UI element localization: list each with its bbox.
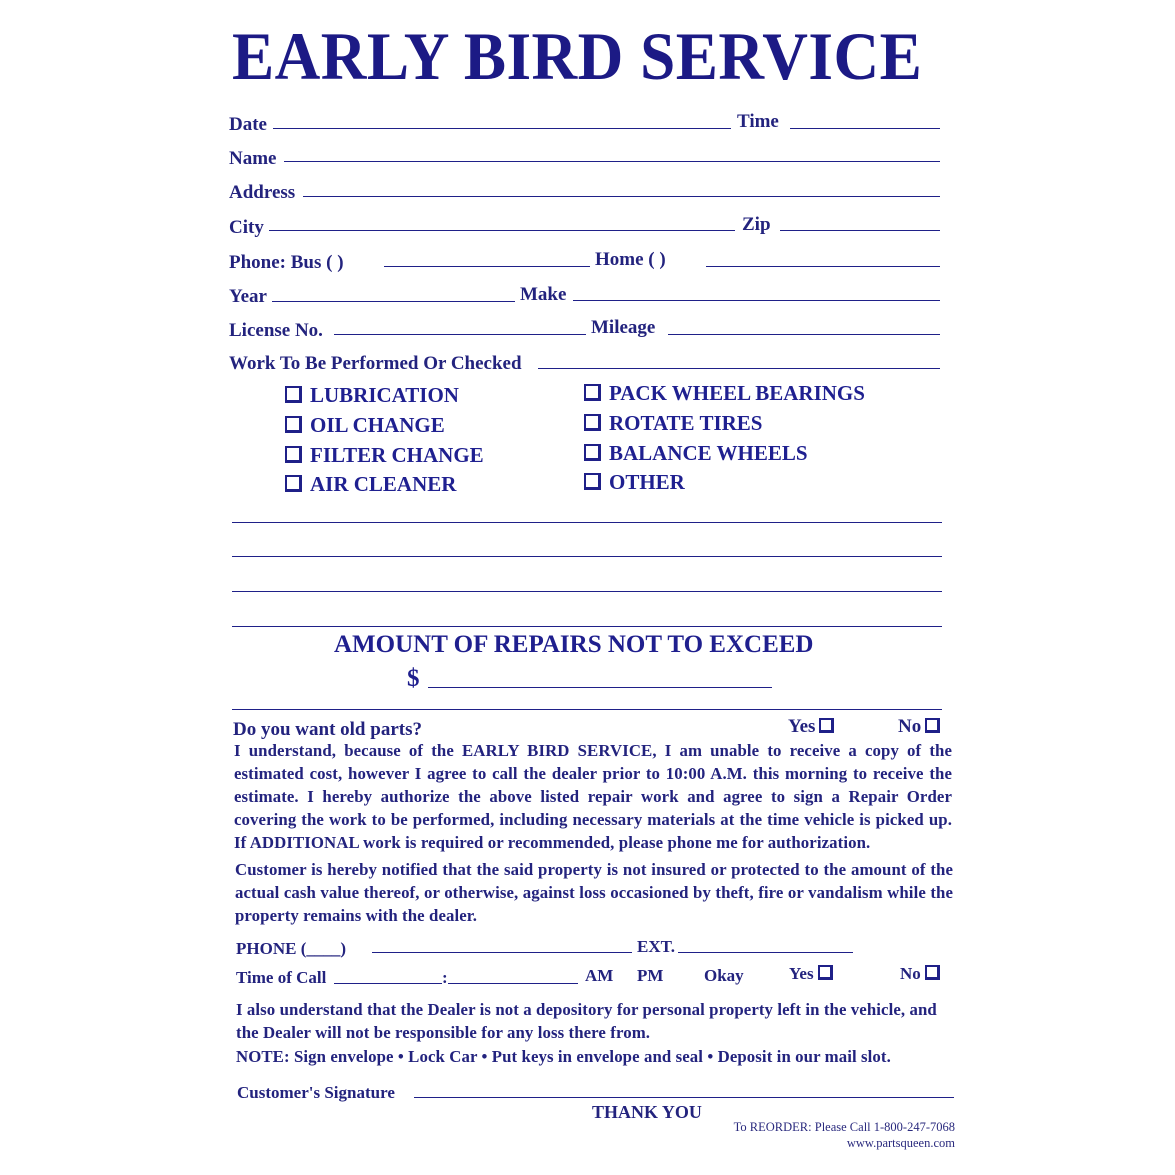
am-option[interactable]: AM [585,966,614,985]
checkbox-filter-change[interactable] [285,443,484,467]
notes-line-2[interactable] [232,556,942,557]
no-label: No [898,716,922,737]
reorder-text: To REORDER: Please Call 1-800-247-7068 [733,1120,955,1134]
okay-yes[interactable] [789,963,833,985]
mileage-field[interactable] [668,334,940,335]
checkbox-label: FILTER CHANGE [310,443,484,467]
license-field[interactable] [334,334,586,335]
phone-bus-label: Phone: Bus ( ) [229,252,344,273]
phone-bus-field[interactable] [384,266,590,267]
make-field[interactable] [573,300,940,301]
checkbox-label: LUBRICATION [310,383,459,407]
work-field[interactable] [538,368,940,369]
checkbox-oil-change[interactable] [285,413,445,437]
checkbox-icon [584,384,601,401]
checkbox-icon [819,718,834,733]
pm-option[interactable]: PM [637,966,664,985]
yes-label: Yes [788,716,816,737]
dollar-sign: $ [407,665,420,692]
old-parts-no[interactable] [898,716,940,738]
name-label: Name [229,148,277,169]
zip-field[interactable] [780,230,940,231]
city-label: City [229,217,264,238]
zip-label: Zip [742,214,771,235]
checkbox-balance-wheels[interactable] [584,441,808,465]
checkbox-other[interactable] [584,470,685,494]
thank-you-text: THANK YOU [592,1102,702,1122]
signature-label: Customer's Signature [237,1083,395,1102]
note-text: NOTE: Sign envelope • Lock Car • Put keys in envelope and seal • Deposit in our mail slot. [236,1047,891,1066]
checkbox-rotate-tires[interactable] [584,411,762,435]
okay-no[interactable] [900,963,940,985]
year-label: Year [229,286,267,307]
call-minute-field[interactable] [448,983,578,984]
depository-paragraph: I also understand that the Dealer is not a depository for personal property left in the vehicle, and the Dealer will not be responsible for any loss there from. [236,1000,937,1042]
name-field[interactable] [284,161,940,162]
old-parts-yes[interactable] [788,716,834,738]
checkbox-icon [285,416,302,433]
authorization-paragraph: I understand, because of the EARLY BIRD SERVICE, I am unable to receive a copy of the estimated cost, however I agree to call the dealer prior to 10:00 A.M. this morning to receive the estimate. I hereby authorize the above listed repair work and agree to sign a Repair Order covering the work to be performed, including necessary materials at the time vehicle is picked up. If ADDITIONAL work is required or recommended, please phone me for authorization. [234,741,952,852]
notes-line-3[interactable] [232,591,942,592]
city-field[interactable] [269,230,735,231]
license-label: License No. [229,320,323,341]
ext-label: EXT. [637,937,675,956]
okay-label: Okay [704,966,744,985]
phone-home-field[interactable] [706,266,940,267]
website-text: www.partsqueen.com [846,1136,955,1150]
checkbox-label: PACK WHEEL BEARINGS [609,381,865,405]
amount-heading: AMOUNT OF REPAIRS NOT TO EXCEED [334,631,814,658]
work-label: Work To Be Performed Or Checked [229,353,522,374]
checkbox-icon [285,386,302,403]
checkbox-icon [584,414,601,431]
old-parts-question: Do you want old parts? [233,719,422,740]
checkbox-label: AIR CLEANER [310,472,457,496]
checkbox-label: OIL CHANGE [310,413,445,437]
phone-field[interactable] [372,952,632,953]
notes-line-4[interactable] [232,626,942,627]
mileage-label: Mileage [591,317,656,338]
checkbox-label: OTHER [609,470,685,494]
checkbox-icon [925,965,940,980]
divider-line [232,709,942,710]
form-title: EARLY BIRD SERVICE [232,18,923,94]
checkbox-air-cleaner[interactable] [285,472,456,496]
checkbox-pack-wheel-bearings[interactable] [584,381,865,405]
amount-field[interactable] [428,687,772,688]
make-label: Make [520,284,567,305]
checkbox-label: BALANCE WHEELS [609,441,808,465]
ext-field[interactable] [678,952,853,953]
checkbox-icon [584,473,601,490]
year-field[interactable] [272,301,515,302]
checkbox-icon [285,446,302,463]
liability-paragraph: Customer is hereby notified that the said property is not insured or protected to the amount of the actual cash value thereof, or otherwise, against loss occasioned by theft, fire or vandalism while the property remains with the dealer. [235,860,953,925]
notes-line-1[interactable] [232,522,942,523]
date-label: Date [229,114,267,135]
checkbox-icon [285,475,302,492]
checkbox-label: ROTATE TIRES [609,411,763,435]
checkbox-icon [584,444,601,461]
time-label: Time [737,111,779,132]
checkbox-lubrication[interactable] [285,383,459,407]
time-of-call-label: Time of Call [236,968,327,987]
address-field[interactable] [303,196,940,197]
phone-home-label: Home ( ) [595,249,666,270]
date-field[interactable] [273,128,731,129]
time-colon: : [442,968,448,987]
no-label: No [900,964,921,983]
checkbox-icon [818,965,833,980]
phone-label: PHONE (____) [236,939,347,958]
time-field[interactable] [790,128,940,129]
call-hour-field[interactable] [334,983,442,984]
address-label: Address [229,182,296,203]
yes-label: Yes [789,964,814,983]
signature-field[interactable] [414,1097,954,1098]
checkbox-icon [925,718,940,733]
